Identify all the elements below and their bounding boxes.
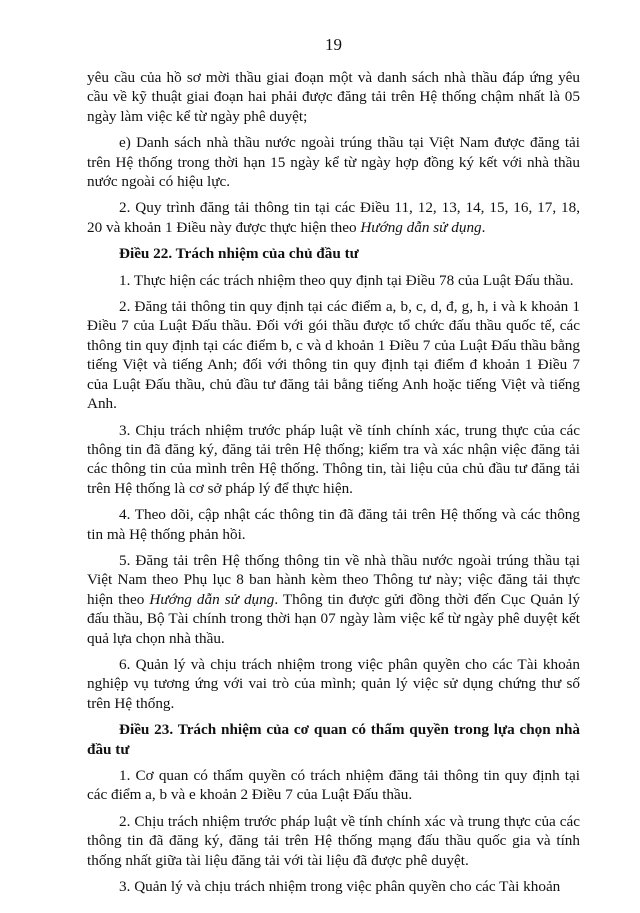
article-heading: Điều 22. Trách nhiệm của chủ đầu tư: [119, 245, 359, 263]
paragraph-text: 5. Đăng tải trên Hệ thống thông tin về nhà thầu nước ngoài trúng thầu tại Việt Nam theo Phụ lục 8 ban hành kèm theo Thông tư này; việc đăng tải thực hiện theo: [87, 551, 580, 608]
paragraph: 2. Chịu trách nhiệm trước pháp luật về tính chính xác và trung thực của các thông tin đã đăng ký, đăng tải trên Hệ thống mạng đấu thầu quốc gia và tính thống nhất giữa tài liệu đăng tải với tài liệu đã được phê duyệt.: [87, 812, 580, 869]
article-heading: Điều 23. Trách nhiệm của cơ quan có thẩm quyền trong lựa chọn nhà đầu tư: [87, 721, 580, 758]
paragraph: 4. Theo dõi, cập nhật các thông tin đã đăng tải trên Hệ thống và các thông tin mà Hệ thống phản hồi.: [87, 506, 580, 543]
paragraph-text: . Thông tin được gửi đồng thời đến Cục Quản lý đấu thầu, Bộ Tài chính trong thời hạn 07 ngày làm việc kể từ ngày phê duyệt kết quả lựa chọn nhà thầu.: [87, 590, 580, 647]
paragraph-text: 2. Quy trình đăng tải thông tin tại các Điều 11, 12, 13, 14, 15, 16, 17, 18, 20 và khoản 1 Điều này được thực hiện theo: [87, 199, 580, 236]
italic-reference: Hướng dẫn sử dụng: [360, 218, 482, 236]
paragraph: 3. Quản lý và chịu trách nhiệm trong việc phân quyền cho các Tài khoản: [119, 878, 561, 896]
paragraph: [87, 551, 580, 648]
paragraph: 2. Đăng tải thông tin quy định tại các điểm a, b, c, d, đ, g, h, i và k khoản 1 Điều 7 của Luật Đấu thầu. Đối với gói thầu được tổ chức đấu thầu quốc tế, các thông tin quy định tại các điểm b, c và d khoản 1 Điều 7 của Luật Đấu thầu bằng tiếng Việt và tiếng Anh; đối với thông tin quy định tại điểm đ khoản 1 Điều 7 của Luật Đấu thầu, chủ đầu tư đăng tải bằng tiếng Anh hoặc tiếng Việt và tiếng Anh.: [87, 298, 580, 413]
paragraph: e) Danh sách nhà thầu nước ngoài trúng thầu tại Việt Nam được đăng tải trên Hệ thống trong thời hạn 15 ngày kể từ ngày hợp đồng ký kết với nhà thầu nước ngoài có hiệu lực.: [87, 134, 580, 191]
italic-reference: Hướng dẫn sử dụng: [149, 590, 275, 608]
paragraph: yêu cầu của hồ sơ mời thầu giai đoạn một và danh sách nhà thầu đáp ứng yêu cầu về kỹ thuật giai đoạn hai phải được đăng tải trên Hệ thống chậm nhất là 05 ngày làm việc kể từ ngày phê duyệt;: [87, 69, 580, 125]
page-number: 19: [325, 35, 342, 54]
paragraph: 1. Thực hiện các trách nhiệm theo quy định tại Điều 78 của Luật Đấu thầu.: [119, 271, 574, 289]
paragraph: 6. Quản lý và chịu trách nhiệm trong việc phân quyền cho các Tài khoản nghiệp vụ tương ứng với vai trò của mình; quản lý việc sử dụng chứng thư số trên Hệ thống.: [87, 655, 580, 712]
paragraph: 1. Cơ quan có thẩm quyền có trách nhiệm đăng tải thông tin quy định tại các điểm a, b và e khoản 2 Điều 7 của Luật Đấu thầu.: [87, 767, 580, 804]
paragraph: 2. Quy trình đăng tải thông tin tại các Điều 11, 12, 13, 14, 15, 16, 17, 18, 20 và khoản 1 Điều này được thực hiện theo Hướng dẫn sử dụng.: [87, 199, 580, 236]
paragraph: 3. Chịu trách nhiệm trước pháp luật về tính chính xác, trung thực của các thông tin đã đăng ký, đăng tải trên Hệ thống; kiểm tra và xác nhận việc đăng tải các thông tin của mình trên Hệ thống. Thông tin, tài liệu của chủ đầu tư đăng tải trên Hệ thống là cơ sở pháp lý để thực hiện.: [87, 421, 580, 497]
